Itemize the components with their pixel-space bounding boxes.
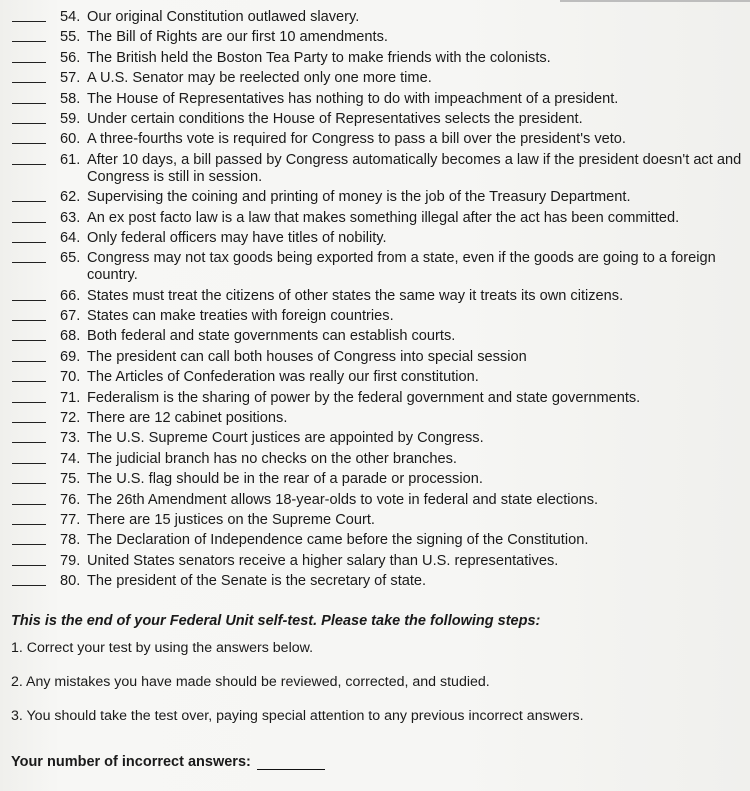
answer-blank[interactable] [12, 350, 46, 362]
question-item [12, 349, 748, 366]
question-item [12, 288, 748, 305]
question-number: 60. [60, 131, 81, 148]
question-item [12, 210, 748, 227]
question-text: United States senators receive a higher salary than U.S. representatives. [87, 552, 559, 569]
question-item [12, 152, 748, 186]
question-text: Federalism is the sharing of power by the federal government and state governments. [87, 389, 641, 406]
question-number: 70. [60, 369, 81, 386]
answer-blank[interactable] [12, 190, 46, 202]
question-text: The 26th Amendment allows 18-year-olds to vote in federal and state elections. [87, 491, 599, 508]
question-text: The Declaration of Independence came before the signing of the Constitution. [87, 532, 589, 549]
question-item [12, 91, 748, 108]
question-text: Congress may not tax goods being exported from a state, even if the goods are going to a foreign country. [87, 250, 716, 284]
question-item [12, 131, 748, 148]
question-number: 57. [60, 70, 81, 87]
question-number: 61. [60, 151, 81, 168]
answer-blank[interactable] [12, 329, 46, 341]
question-item [12, 390, 748, 407]
question-text: The Articles of Confederation was really our first constitution. [87, 369, 479, 386]
question-text: Under certain conditions the House of Representatives selects the president. [87, 110, 583, 127]
question-item [12, 29, 748, 46]
question-text: The Bill of Rights are our first 10 amendments. [87, 29, 388, 46]
question-item [12, 471, 748, 488]
answer-blank[interactable] [12, 554, 46, 566]
question-number: 56. [60, 49, 81, 66]
answer-blank[interactable] [12, 411, 46, 423]
question-text: The House of Representatives has nothing to do with impeachment of a president. [87, 90, 619, 107]
question-number: 73. [60, 430, 81, 447]
question-number: 76. [60, 491, 81, 508]
question-number: 62. [60, 189, 81, 206]
question-number: 68. [60, 328, 81, 345]
answer-blank[interactable] [12, 153, 46, 165]
question-text: The president of the Senate is the secretary of state. [87, 573, 427, 590]
question-item [12, 189, 748, 206]
question-item [12, 250, 748, 284]
question-number: 58. [60, 90, 81, 107]
question-text: Our original Constitution outlawed slavery. [87, 9, 360, 25]
question-number: 74. [60, 450, 81, 467]
question-item [12, 111, 748, 128]
question-text: The U.S. Supreme Court justices are appointed by Congress. [87, 430, 484, 447]
question-text: Only federal officers may have titles of nobility. [87, 229, 387, 246]
question-number: 71. [60, 389, 81, 406]
question-text: An ex post facto law is a law that makes something illegal after the act has been committed. [87, 209, 680, 226]
question-number: 65. [60, 250, 81, 267]
question-item [12, 230, 748, 247]
question-item [12, 451, 748, 468]
answer-blank[interactable] [12, 132, 46, 144]
question-number: 59. [60, 110, 81, 127]
question-number: 66. [60, 287, 81, 304]
step-2: 2. Any mistakes you have made should be reviewed, corrected, and studied. [11, 674, 490, 690]
question-number: 75. [60, 471, 81, 488]
question-number: 78. [60, 532, 81, 549]
question-item [12, 70, 748, 87]
answer-blank[interactable] [12, 391, 46, 403]
question-text: There are 15 justices on the Supreme Court. [87, 511, 375, 528]
question-number: 54. [60, 9, 81, 25]
question-number: 63. [60, 209, 81, 226]
question-item [12, 9, 748, 26]
answer-blank[interactable] [12, 211, 46, 223]
question-text: Both federal and state governments can establish courts. [87, 328, 456, 345]
answer-blank[interactable] [12, 370, 46, 382]
answer-blank[interactable] [12, 452, 46, 464]
answer-blank[interactable] [12, 112, 46, 124]
question-number: 77. [60, 511, 81, 528]
step-3: 3. You should take the test over, paying special attention to any previous incorrect answers. [11, 708, 584, 724]
question-number: 55. [60, 29, 81, 46]
question-text: The judicial branch has no checks on the other branches. [87, 450, 457, 467]
answer-blank[interactable] [12, 10, 46, 22]
answer-blank[interactable] [12, 309, 46, 321]
step-1: 1. Correct your test by using the answers below. [11, 640, 314, 656]
question-item [12, 512, 748, 529]
question-item [12, 532, 748, 549]
question-text: States can make treaties with foreign countries. [87, 308, 394, 325]
question-text: The president can call both houses of Congress into special session [87, 348, 527, 365]
answer-blank[interactable] [12, 51, 46, 63]
question-item [12, 369, 748, 386]
answer-blank[interactable] [12, 431, 46, 443]
question-item [12, 430, 748, 447]
answer-blank[interactable] [12, 92, 46, 104]
answer-blank[interactable] [12, 513, 46, 525]
question-number: 79. [60, 552, 81, 569]
question-number: 67. [60, 308, 81, 325]
question-text: A three-fourths vote is required for Congress to pass a bill over the president's veto. [87, 131, 626, 148]
question-item [12, 410, 748, 427]
incorrect-answers-row [11, 754, 325, 770]
answer-blank[interactable] [12, 71, 46, 83]
answer-blank[interactable] [12, 574, 46, 586]
question-text: There are 12 cabinet positions. [87, 410, 288, 427]
question-item [12, 573, 748, 590]
question-number: 64. [60, 229, 81, 246]
incorrect-answers-label: Your number of incorrect answers: [11, 754, 251, 770]
end-of-test-note: This is the end of your Federal Unit self-test. Please take the following steps: [11, 613, 541, 629]
question-item [12, 553, 748, 570]
answer-blank[interactable] [12, 289, 46, 301]
question-item [12, 308, 748, 325]
question-item [12, 492, 748, 509]
question-text: A U.S. Senator may be reelected only one more time. [87, 70, 432, 87]
question-number: 72. [60, 410, 81, 427]
answer-blank[interactable] [12, 533, 46, 545]
answer-blank[interactable] [12, 231, 46, 243]
answer-blank[interactable] [12, 30, 46, 42]
question-text: The British held the Boston Tea Party to make friends with the colonists. [87, 49, 551, 66]
question-number: 80. [60, 573, 81, 590]
question-number: 69. [60, 348, 81, 365]
question-text: States must treat the citizens of other states the same way it treats its own citizens. [87, 287, 624, 304]
top-edge-line [560, 0, 750, 2]
incorrect-answers-blank[interactable] [257, 757, 325, 770]
question-text: Supervising the coining and printing of money is the job of the Treasury Department. [87, 189, 631, 206]
answer-blank[interactable] [12, 251, 46, 263]
question-list [12, 9, 748, 594]
answer-blank[interactable] [12, 472, 46, 484]
question-text: The U.S. flag should be in the rear of a parade or procession. [87, 471, 483, 488]
answer-blank[interactable] [12, 493, 46, 505]
question-item [12, 328, 748, 345]
question-text: After 10 days, a bill passed by Congress automatically becomes a law if the president doesn't act and Congress is still in session. [87, 151, 742, 185]
question-item [12, 50, 748, 67]
